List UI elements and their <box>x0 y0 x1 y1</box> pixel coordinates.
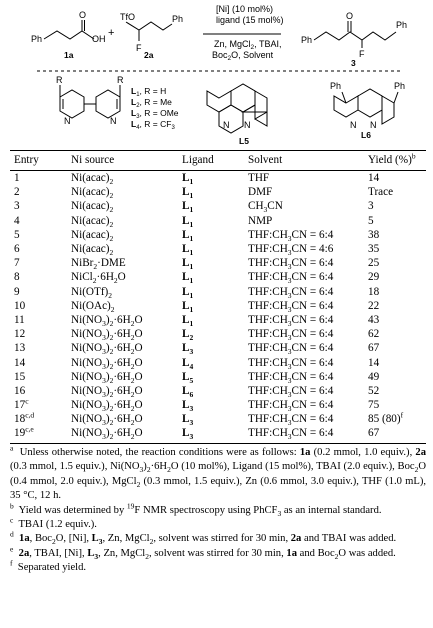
table-row <box>10 341 426 355</box>
cell-yield: 35 <box>368 243 380 256</box>
reactant-2-f: F <box>136 43 142 53</box>
footnote-b: $^b$ Yield was determined by $^{19}$F NMR spectroscopy using PhCF$_3$ as an internal standard. <box>10 501 382 518</box>
cell-entry: 5 <box>14 228 20 241</box>
phen-label: L5 <box>239 136 249 146</box>
cell-yield: 5 <box>368 214 374 227</box>
table-row <box>10 199 426 213</box>
cell-ni-source: $Ni(acac)_2$ <box>71 228 114 244</box>
cell-solvent: $THF:CH_3CN$ = 6:4 <box>248 413 334 428</box>
cell-entry: 7 <box>14 257 20 270</box>
cell-solvent: $THF:CH_3CN$ = 6:4 <box>248 328 334 343</box>
bipyridine-n-right: N <box>110 116 117 126</box>
table-row <box>10 384 426 398</box>
cell-entry: 18$^{c,d}$ <box>14 410 35 426</box>
cell-entry: 13 <box>14 342 26 355</box>
condition-ligand: ligand (15 mol%) <box>216 15 284 25</box>
ligand-legend <box>131 86 179 131</box>
cell-yield: 52 <box>368 384 380 397</box>
cell-solvent: $THF:CH_3CN$ = 6:4 <box>248 285 334 300</box>
product-label: 3 <box>351 58 356 68</box>
reactant-1-label: 1a <box>64 50 74 60</box>
cell-ni-source: $Ni(acac)_2$ <box>71 186 114 201</box>
product-skeleton <box>314 21 396 48</box>
table-row <box>10 426 426 443</box>
bipyridine-r-right: R <box>117 75 124 85</box>
plus-sign: + <box>108 27 115 39</box>
product-ph-right: Ph <box>396 20 408 30</box>
phenanthroline-structure <box>207 84 267 133</box>
cell-ligand: $L_4$ <box>182 356 194 371</box>
cell-ni-source: $Ni(NO_3)_2\cdot 6H_2O$ <box>71 384 143 400</box>
cell-entry: 8 <box>14 271 20 284</box>
cell-ni-source: $Ni(NO_3)_2\cdot 6H_2O$ <box>71 313 143 329</box>
cell-solvent: $THF:CH_3CN$ = 6:4 <box>248 384 334 400</box>
cell-solvent: $THF:CH_3CN$ = 6:4 <box>248 228 334 244</box>
footnote-d: $^d$ 1a, Boc$_2$O, [Ni], $L_3$, Zn, MgCl$_2$, solvent was stirred for 30 min, 2a and TBAI was added. <box>10 529 397 547</box>
dpphen-n-left: N <box>350 120 357 130</box>
legend-l4: $L_4$, $R = CF_3$ <box>131 119 175 131</box>
dpphen-n-right: N <box>370 120 377 130</box>
cell-entry: 4 <box>14 214 20 227</box>
cell-solvent: $THF:CH_3CN$ = 6:4 <box>248 342 334 357</box>
cell-ni-source: $Ni(acac)_2$ <box>71 214 114 229</box>
cell-yield: 22 <box>368 299 380 312</box>
cell-ni-source: $Ni(NO_3)_2\cdot 6H_2O$ <box>71 342 143 357</box>
cell-ligand: $L_3$ <box>182 342 194 357</box>
product-f: F <box>359 49 365 59</box>
cell-yield: 29 <box>368 271 380 284</box>
cell-ligand: $L_3$ <box>182 413 194 428</box>
cell-ligand: $L_6$ <box>182 384 194 400</box>
cell-ni-source: $Ni(NO_3)_2\cdot 6H_2O$ <box>71 399 143 414</box>
cell-yield: 49 <box>368 370 380 383</box>
footnote-f: $^f$ Separated yield. <box>10 558 87 574</box>
cell-solvent: DMF <box>248 186 273 199</box>
condition-catalyst: [Ni] (10 mol%) <box>216 4 274 14</box>
dpphen-label: L6 <box>361 130 371 140</box>
dpphen-ph-right: Ph <box>394 81 406 91</box>
cell-ni-source: $Ni(acac)_2$ <box>71 172 114 187</box>
product-o: O <box>346 11 354 21</box>
table-row <box>10 313 426 327</box>
cell-solvent: $THF:CH_3CN$ = 4:6 <box>248 243 334 258</box>
table-row <box>10 370 426 384</box>
cell-solvent: $THF:CH_3CN$ = 6:4 <box>248 399 334 414</box>
cell-yield: 14 <box>368 356 380 369</box>
cell-ligand: $L_1$ <box>182 313 194 329</box>
footnotes <box>10 443 426 576</box>
cell-ligand: $L_3$ <box>182 426 248 443</box>
cell-solvent: $CH_3CN$ <box>248 200 283 215</box>
table-row <box>10 228 426 242</box>
phen-n-left: N <box>223 120 230 130</box>
cell-entry: 15 <box>14 370 26 383</box>
cell-yield: 18 <box>368 285 380 298</box>
cell-ligand: $L_1$ <box>182 257 194 272</box>
table-row <box>10 285 426 299</box>
cell-ni-source: $Ni(NO_3)_2\cdot 6H_2O$ <box>71 370 143 385</box>
product-ph-left: Ph <box>301 35 313 45</box>
cell-ni-source: $Ni(NO_3)_2\cdot 6H_2O$ <box>71 426 182 443</box>
cell-ni-source: $Ni(acac)_2$ <box>71 243 114 258</box>
cell-ligand: $L_1$ <box>182 285 194 300</box>
cell-ligand: $L_1$ <box>182 228 194 244</box>
cell-ligand: $L_1$ <box>182 214 194 229</box>
cell-ligand: $L_1$ <box>182 172 194 187</box>
cell-ligand: $L_3$ <box>182 399 194 414</box>
cell-ni-source: $Ni(NO_3)_2\cdot 6H_2O$ <box>71 356 143 371</box>
cell-entry: 14 <box>14 356 26 369</box>
cell-solvent: $THF:CH_3CN$ = 6:4 <box>248 356 334 371</box>
header-yield: Yield (%)$^b$ <box>368 151 426 171</box>
table-row <box>10 412 426 426</box>
cell-ni-source: $Ni(NO_3)_2\cdot 6H_2O$ <box>71 413 143 428</box>
cell-yield: 67 <box>368 426 426 443</box>
cell-ni-source: NiBr$_2$·DME <box>71 257 126 272</box>
reactant-1-ph: Ph <box>31 34 43 44</box>
cell-entry: 16 <box>14 384 26 397</box>
cell-solvent: THF <box>248 172 270 185</box>
legend-l1: $L_1$, R = H <box>131 86 167 98</box>
cell-entry: 12 <box>14 328 26 341</box>
reactant-2-label: 2a <box>144 50 154 60</box>
cell-ni-source: $Ni(OTf)_2$ <box>71 285 113 300</box>
cell-yield: 67 <box>368 342 380 355</box>
dpphen-ph-left: Ph <box>330 81 342 91</box>
legend-l3: $L_3$, R = OMe <box>131 108 179 120</box>
footnote-c: $^c$ TBAI (1.2 equiv.). <box>10 515 97 531</box>
bipyridine-n-left: N <box>64 116 71 126</box>
cell-entry: 1 <box>14 172 20 185</box>
bipyridine-r-left: R <box>56 75 63 85</box>
header-solvent: Solvent <box>248 151 368 171</box>
table-row <box>10 270 426 284</box>
cell-ligand: $L_5$ <box>182 370 194 385</box>
cell-yield: 85 $(80)^f$ <box>368 410 404 426</box>
cell-solvent: $THF:CH_3CN$ = 6:4 <box>248 313 334 329</box>
cell-entry: 10 <box>14 299 26 312</box>
table-row <box>10 171 426 186</box>
cell-ni-source: $Ni(acac)_2$ <box>71 200 114 215</box>
table-row <box>10 299 426 313</box>
cell-ni-source: $Ni(NO_3)_2\cdot 6H_2O$ <box>71 328 143 343</box>
cell-ni-source: $Ni(OAc)_2$ <box>71 299 115 315</box>
table-row <box>10 185 426 199</box>
cell-entry: 9 <box>14 285 20 298</box>
reactant-2-skeleton <box>126 22 172 41</box>
optimization-table <box>10 150 426 444</box>
cell-entry: 2 <box>14 186 20 199</box>
table-body <box>10 171 426 444</box>
cell-yield: Trace <box>368 186 394 199</box>
reactant-1-skeleton <box>44 20 94 39</box>
cell-yield: 38 <box>368 228 380 241</box>
reactant-2-tfo: TfO <box>120 12 135 22</box>
cell-solvent: $THF:CH_3CN$ = 6:4 <box>248 257 334 272</box>
table-header-row <box>10 151 426 171</box>
cell-ligand: $L_1$ <box>182 186 194 201</box>
legend-l2: $L_2$, R = Me <box>131 97 172 109</box>
cell-solvent: NMP <box>248 214 273 227</box>
cell-ligand: $L_1$ <box>182 299 194 315</box>
cell-yield: 75 <box>368 399 380 412</box>
condition-solvent: Boc$_2$O, Solvent <box>212 50 274 62</box>
table-row <box>10 327 426 341</box>
diphenyl-phenanthroline-structure <box>334 89 398 124</box>
bipyridine-structure <box>60 85 120 118</box>
table-row <box>10 355 426 369</box>
cell-solvent: $THF:CH_3CN$ = 6:4 <box>248 370 334 385</box>
cell-ni-source: $NiCl_2\cdot 6H_2O$ <box>71 271 126 286</box>
reaction-scheme <box>0 0 433 150</box>
footnote-e: $^e$ 2a, TBAI, [Ni], $L_3$, Zn, MgCl$_2$, solvent was stirred for 30 min, 1a and Boc$_2$O was added. <box>10 544 396 561</box>
header-ligand: Ligand <box>182 151 248 171</box>
table-row <box>10 242 426 256</box>
cell-ligand: $L_1$ <box>182 271 194 286</box>
cell-solvent: $THF:CH_3CN$ = 6:4 <box>248 426 368 443</box>
cell-entry: 17$^c$ <box>14 396 29 412</box>
phen-n-right: N <box>244 120 251 130</box>
header-entry: Entry <box>10 151 71 171</box>
cell-ligand: $L_1$ <box>182 200 194 215</box>
reactant-1-oh: OH <box>92 34 106 44</box>
cell-yield: 62 <box>368 328 380 341</box>
cell-entry: 6 <box>14 243 20 256</box>
cell-entry: 3 <box>14 200 20 213</box>
cell-solvent: $THF:CH_3CN$ = 6:4 <box>248 271 334 286</box>
reactant-1-o: O <box>79 10 87 20</box>
table-row <box>10 398 426 412</box>
cell-ligand: $L_1$ <box>182 243 194 258</box>
reactant-2-ph: Ph <box>172 14 184 24</box>
cell-entry: 19$^{c,e}$ <box>10 426 71 443</box>
cell-solvent: $THF:CH_3CN$ = 6:4 <box>248 299 334 315</box>
footnote-a: $^a$ Unless otherwise noted, the reaction conditions were as follows: 1a (0.2 mmol, 1.0 equiv.), 2a (0.3 mmol, 1.5 equiv.), $Ni(NO_3)_2\cdot 6H_2O$ (10 mol%), Ligand (15 mol%), TBAI (2.0 equiv.), Boc$_2$O (0.4 mmol, 2.0 equiv.), MgCl$_2$ (0.3 mmol, 1.5 equiv.), Zn (0.6 mmol, 3.0 equiv.), THF (1.0 mL), 35 °C, 12 h. <box>10 443 426 502</box>
header-ni-source: Ni source <box>71 151 182 171</box>
condition-additives: Zn, MgCl$_2$, TBAI, <box>214 39 282 51</box>
cell-yield: 14 <box>368 172 380 185</box>
cell-yield: 3 <box>368 200 374 213</box>
cell-yield: 43 <box>368 313 380 326</box>
table-row <box>10 256 426 270</box>
cell-yield: 25 <box>368 257 380 270</box>
cell-ligand: $L_2$ <box>182 328 194 343</box>
cell-entry: 11 <box>14 313 25 326</box>
table-row <box>10 214 426 228</box>
